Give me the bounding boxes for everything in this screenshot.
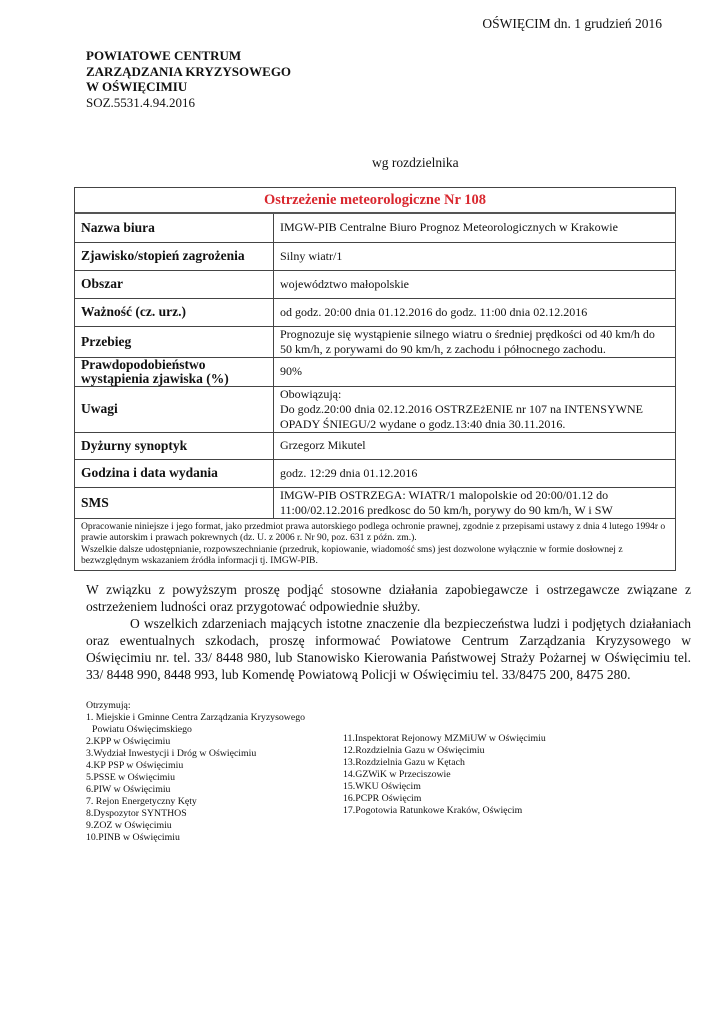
list-item: Powiatu Oświęcimskiego bbox=[92, 724, 192, 735]
list-item: 16.PCPR Oświęcim bbox=[343, 793, 422, 804]
sender-block bbox=[86, 48, 291, 110]
remarks-line-2: Do godz.20:00 dnia 02.12.2016 OSTRZEżENIE nr 107 na INTENSYWNE OPADY ŚNIEGU/2 wydane o godz.13:40 dnia 30.11.2016. bbox=[280, 401, 643, 431]
row-value-probability: 90% bbox=[274, 357, 676, 386]
row-label-probability: Prawdopodobieństwo wystąpienia zjawiska (%) bbox=[75, 357, 274, 386]
row-label-sms: SMS bbox=[75, 487, 274, 518]
table-row bbox=[75, 459, 676, 487]
distribution-note: wg rozdzielnika bbox=[372, 155, 459, 170]
table-row bbox=[75, 298, 676, 326]
list-item: 15.WKU Oświęcim bbox=[343, 781, 421, 792]
warning-title: Ostrzeżenie meteorologiczne Nr 108 bbox=[75, 188, 676, 214]
remarks-line-1: Obowiązują: bbox=[280, 386, 342, 401]
list-item: 17.Pogotowia Ratunkowe Kraków, Oświęcim bbox=[343, 805, 523, 816]
sender-line-2: ZARZĄDZANIA KRYZYSOWEGO bbox=[86, 63, 292, 79]
list-item: 11.Inspektorat Rejonowy MZMiUW w Oświęcimiu bbox=[343, 733, 546, 744]
footnote-line-2: Wszelkie dalsze udostępnianie, rozpowszechnianie (przedruk, kopiowanie, wiadomość sms) jest dozwolone wyłącznie w formie dosłownej z bezwzględnym wskazaniem źródła informacji tj. IMGW-PIB. bbox=[81, 543, 623, 566]
document-date: OŚWIĘCIM dn. 1 grudzień 2016 bbox=[482, 16, 662, 31]
table-row bbox=[75, 270, 676, 298]
row-label-remarks: Uwagi bbox=[75, 386, 274, 432]
list-item: 2.KPP w Oświęcimiu bbox=[86, 736, 171, 747]
copyright-footnote bbox=[75, 518, 676, 570]
paragraph-actions: W związku z powyższym proszę podjąć stosowne działania zapobiegawcze i ostrzegawcze związane z ostrzeżeniem ludności oraz przygotować odpowiednie służby. bbox=[86, 582, 691, 614]
row-value-phenomenon: Silny wiatr/1 bbox=[274, 242, 676, 270]
row-label-forecaster: Dyżurny synoptyk bbox=[75, 432, 274, 459]
row-label-phenomenon: Zjawisko/stopień zagrożenia bbox=[75, 242, 274, 270]
row-label-office: Nazwa biura bbox=[75, 213, 274, 242]
footnote-line-1: Opracowanie niniejsze i jego format, jako przedmiot prawa autorskiego podlega ochronie prawnej, zgodnie z przepisami ustawy z dnia 4 lutego 1994r o prawie autorskim i prawach pokrewnych (dz. U. z 2006 r. Nr 90, poz. 631 z późn. zm.). bbox=[81, 520, 666, 543]
list-item: 8.Dyspozytor SYNTHOS bbox=[86, 808, 187, 819]
list-item: 6.PIW w Oświęcimiu bbox=[86, 784, 171, 795]
row-label-area: Obszar bbox=[75, 270, 274, 298]
list-item: 7. Rejon Energetyczny Kęty bbox=[86, 796, 197, 807]
sender-line-1: POWIATOWE CENTRUM bbox=[86, 48, 242, 63]
row-label-issued: Godzina i data wydania bbox=[75, 459, 274, 487]
recipients-heading: Otrzymują: bbox=[86, 700, 131, 711]
sender-line-3: W OŚWIĘCIMIU bbox=[86, 79, 188, 94]
row-label-validity: Ważność (cz. urz.) bbox=[75, 298, 274, 326]
list-item: 14.GZWiK w Przeciszowie bbox=[343, 769, 451, 780]
row-value-issued: godz. 12:29 dnia 01.12.2016 bbox=[274, 459, 676, 487]
list-item: 3.Wydział Inwestycji i Dróg w Oświęcimiu bbox=[86, 748, 257, 759]
row-value-remarks bbox=[274, 386, 676, 432]
footnote-row bbox=[75, 518, 676, 570]
warning-title-row bbox=[75, 188, 676, 214]
list-item: 4.KP PSP w Oświęcimiu bbox=[86, 760, 184, 771]
warning-table bbox=[74, 187, 676, 571]
row-value-forecaster: Grzegorz Mikutel bbox=[274, 432, 676, 459]
paragraph-contacts: O wszelkich zdarzeniach mających istotne znaczenie dla bezpieczeństwa ludzi i podjętych działaniach oraz ewentualnych szkodach, proszę informować Powiatowe Centrum Zarządzania Kryzysowego w Oświęcimiu nr. tel. 33/ 8448 980, lub Stanowisko Kierowania Państwowej Straży Pożarnej w Oświęcimiu tel. 33/ 8448 990, 8448 993, lub Komendę Powiatową Policji w Oświęcimiu tel. 33/8475 200, 8475 280. bbox=[86, 616, 691, 682]
list-item: 13.Rozdzielnia Gazu w Kętach bbox=[343, 757, 465, 768]
table-row bbox=[75, 326, 676, 357]
row-value-validity: od godz. 20:00 dnia 01.12.2016 do godz. 11:00 dnia 02.12.2016 bbox=[274, 298, 676, 326]
list-item: 9.ZOZ w Oświęcimiu bbox=[86, 820, 172, 831]
row-value-office: IMGW-PIB Centralne Biuro Prognoz Meteorologicznych w Krakowie bbox=[274, 213, 676, 242]
table-row bbox=[75, 487, 676, 518]
list-item: 10.PINB w Oświęcimiu bbox=[86, 832, 180, 843]
row-value-area: województwo małopolskie bbox=[274, 270, 676, 298]
table-row bbox=[75, 242, 676, 270]
row-label-course: Przebieg bbox=[75, 326, 274, 357]
row-value-sms: IMGW-PIB OSTRZEGA: WIATR/1 malopolskie od 20:00/01.12 do 11:00/02.12.2016 predkosc do 50 km/h, porywy do 90 km/h, W i SW bbox=[274, 487, 676, 518]
recipients-list-left bbox=[86, 700, 305, 844]
table-row bbox=[75, 357, 676, 386]
reference-number: SOZ.5531.4.94.2016 bbox=[86, 94, 196, 110]
table-row bbox=[75, 432, 676, 459]
recipients-list-right bbox=[343, 733, 546, 817]
table-row bbox=[75, 213, 676, 242]
row-value-course: Prognozuje się wystąpienie silnego wiatru o średniej prędkości od 40 km/h do 50 km/h, z porywami do 90 km/h, z zachodu i północnego zachodu. bbox=[274, 326, 676, 357]
list-item: 12.Rozdzielnia Gazu w Oświęcimiu bbox=[343, 745, 485, 756]
list-item: 1. Miejskie i Gminne Centra Zarządzania Kryzysowego bbox=[86, 712, 305, 723]
list-item: 5.PSSE w Oświęcimiu bbox=[86, 772, 175, 783]
table-row bbox=[75, 386, 676, 432]
